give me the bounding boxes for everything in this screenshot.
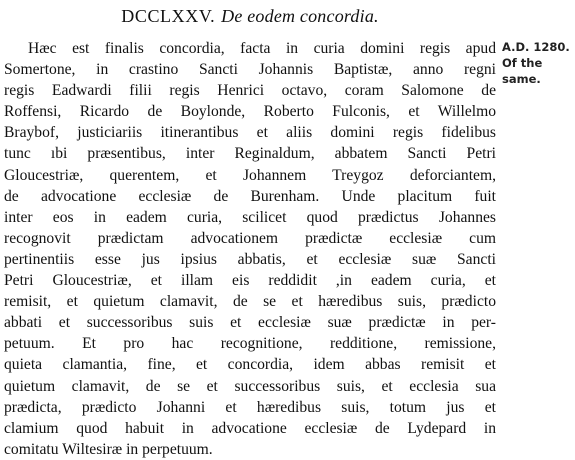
margin-note	[502, 39, 574, 87]
text-line: regis Eadwardi filii regis Henrici octavo, coram Salomone de	[4, 82, 496, 100]
text-line: Roffensi, Ricardo de Boylonde, Roberto Fulconis, et Willelmo	[4, 103, 496, 121]
margin-note-line: Of the	[502, 56, 543, 70]
text-line: pertinentiis esse jus ipsius abbatis, et ecclesiæ suæ Sancti	[4, 250, 496, 268]
margin-note-line: same.	[502, 72, 541, 86]
charter-number: DCCLXXV.	[121, 6, 216, 26]
text-line: de advocatione ecclesiæ de Burenham. Unde placitum fuit	[4, 187, 496, 205]
text-line: prædicta, prædicto Johanni et hæredibus suis, totum jus et	[4, 398, 496, 416]
margin-date: A.D. 1280.	[502, 40, 570, 54]
charter-text	[4, 38, 496, 460]
text-line: Braybof, justiciariis itinerantibus et aliis domini regis fidelibus	[4, 124, 496, 142]
text-line: recognovit prædictam advocationem prædictæ ecclesiæ cum	[4, 229, 496, 247]
text-line: petuum. Et pro hac recognitione, redditione, remissione,	[4, 335, 496, 353]
text-line: Somertone, in crastino Sancti Johannis Baptistæ, anno regni	[4, 61, 496, 79]
charter-heading	[0, 6, 500, 27]
text-line: Gloucestriæ, querentem, et Johannem Treygoz deforciantem,	[4, 166, 496, 184]
text-line: quietum clamavit, de se et successoribus suis, et ecclesia sua	[4, 377, 496, 395]
text-line: tunc ıbi præsentibus, inter Reginaldum, abbatem Sancti Petri	[4, 145, 496, 163]
text-line: Hæc est finalis concordia, facta in curia domini regis apud	[28, 40, 496, 57]
text-line: clamium quod habuit in advocatione ecclesiæ de Lydepard in	[4, 419, 496, 437]
text-line: comitatu Wiltesiræ in perpetuum.	[4, 440, 213, 458]
text-line: quieta clamantia, fine, et concordia, idem abbas remisit et	[4, 356, 496, 374]
text-line: abbati et successoribus suis et ecclesiæ suæ prædictæ in per-	[4, 314, 496, 332]
text-line: remisit, et quietum clamavit, de se et hæredibus suis, prædicto	[4, 293, 496, 311]
text-line: inter eos in eadem curia, scilicet quod prædictus Johannes	[4, 208, 496, 226]
charter-title: De eodem concordia.	[221, 6, 379, 26]
text-line: Petri Gloucestriæ, et illam eis reddidit ,in eadem curia, et	[4, 272, 496, 290]
